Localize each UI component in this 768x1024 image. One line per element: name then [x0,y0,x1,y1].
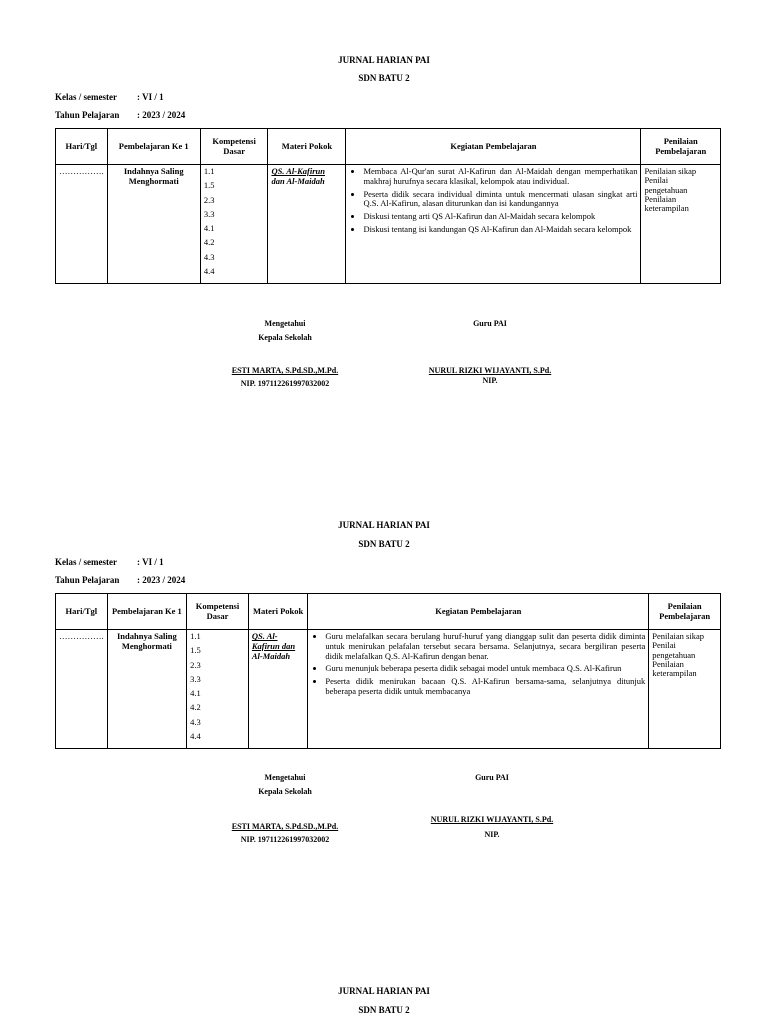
kegiatan-item: • Peserta didik menirukan bacaan Q.S. Al-Kafirun bersama-sama, selanjutnya ditunjuk beberapa peserta didik untuk membacanya [325,677,645,697]
tahun-value: : 2023 / 2024 [137,110,186,120]
kd-item: 3.3 [190,673,201,684]
kepala-sekolah-nip: NIP. 197112261997032002 [240,835,330,844]
kepala-sekolah-name: ESTI MARTA, S.Pd.SD.,M.Pd. [231,366,339,375]
header-hari: Hari/Tgl [56,129,108,165]
kd-item: 4.3 [203,251,215,262]
kd-item: 4.3 [190,716,201,727]
materi-value [268,165,346,284]
kegiatan-list [346,165,641,284]
materi-line-2: Al-Maidah [251,650,291,661]
kelas-label: Kelas / semester [55,92,117,102]
header-pembelajaran: Pembelajaran Ke 1 [107,129,200,165]
kd-list [187,630,249,749]
kepala-sekolah-name: ESTI MARTA, S.Pd.SD.,M.Pd. [231,822,339,831]
header-kegiatan: Kegiatan Pembelajaran [346,129,641,165]
pembelajaran-value: Indahnya Saling Menghormati [107,630,187,749]
mengetahui-label: Mengetahui [264,319,306,328]
tahun-row [55,110,185,120]
kd-item: 4.1 [190,688,201,699]
kegiatan-item: • Membaca Al-Qur'an surat Al-Kafirun dan Al-Maidah dengan memperhatikan makhraj hurufnya secara klasikal, kelompok atau individual. [363,167,637,187]
kegiatan-item: • Guru melafalkan secara berulang huruf-huruf yang dianggap sulit dan peserta didik diminta untuk menirukan pelafalan tersebut secara bersama. Selanjutnya, secara bergiliran peserta didik melafalkan Q.S. Al-Kafirun dengan benar. [325,632,645,661]
mengetahui-label: Mengetahui [264,773,306,782]
journal-title: JURNAL HARIAN PAI [338,986,430,996]
pembelajaran-value: Indahnya Saling Menghormati [107,165,200,284]
kd-item: 1.1 [203,166,215,176]
penilaian-list [649,630,721,749]
tahun-row [55,575,185,585]
journal-table [55,593,721,749]
kd-item: 1.1 [190,631,201,641]
kegiatan-item: • Peserta didik secara individual diminta untuk mencermati ulasan singkat arti Q.S. Al-Kafirun, alasan diturunkan dan isi kandungannya [363,190,637,210]
kd-item: 4.4 [190,731,201,742]
table-row [56,630,721,749]
guru-pai-name: NURUL RIZKI WIJAYANTI, S.Pd. [430,815,554,824]
tahun-label: Tahun Pelajaran [55,575,120,585]
header-kegiatan: Kegiatan Pembelajaran [308,594,649,630]
kd-item: 4.4 [203,266,215,277]
header-kompetensi: Kompetensi Dasar [200,129,268,165]
table-row [56,165,721,284]
guru-pai-nip: NIP. [484,830,500,839]
header-penilaian: Penilaian Pembelajaran [641,129,721,165]
penilaian-item: Penilaian [644,194,677,205]
kepala-sekolah-label: Kepala Sekolah [258,333,312,342]
penilaian-item: pengetahuan [652,649,696,660]
kegiatan-item: • Diskusi tentang arti QS Al-Kafirun dan Al-Maidah secara kelompok [363,212,637,222]
kelas-value: : VI / 1 [137,557,164,567]
penilaian-item: Penilaian [652,659,684,670]
penilaian-item: Penilai [644,175,669,186]
penilaian-item: keterampilan [644,203,689,214]
kepala-sekolah-label: Kepala Sekolah [258,787,312,796]
kd-item: 3.3 [203,208,215,219]
kd-item: 1.5 [190,645,201,656]
penilaian-item: Penilai [652,640,676,651]
header-pembelajaran: Pembelajaran Ke 1 [107,594,187,630]
kegiatan-item: • Guru menunjuk beberapa peserta didik sebagai model untuk membaca Q.S. Al-Kafirun [325,664,645,674]
school-name: SDN BATU 2 [358,73,410,83]
materi-line-1: QS. Al-Kafirun [271,166,325,176]
kd-item: 1.5 [203,180,215,191]
header-materi: Materi Pokok [268,129,346,165]
penilaian-item: keterampilan [652,668,697,679]
penilaian-item: pengetahuan [644,184,688,195]
kd-item: 4.1 [203,223,215,234]
school-name: SDN BATU 2 [358,1005,410,1015]
penilaian-list [641,165,721,284]
penilaian-item: Penilaian sikap [652,631,704,641]
kd-item: 4.2 [190,702,201,713]
school-name: SDN BATU 2 [358,539,410,549]
kd-item: 4.2 [203,237,215,248]
kd-list [200,165,268,284]
materi-line-1: QS. Al-Kafirun dan [251,631,296,651]
guru-pai-label: Guru PAI [473,319,507,328]
materi-value [248,630,307,749]
materi-line-2: dan Al-Maidah [271,175,325,186]
penilaian-item: Penilaian sikap [644,166,697,176]
kd-item: 2.3 [190,659,201,670]
guru-pai-label: Guru PAI [475,773,509,782]
header-hari: Hari/Tgl [56,594,108,630]
hari-value: ……………. [56,630,108,749]
guru-pai-name: NURUL RIZKI WIJAYANTI, S.Pd. [428,366,552,375]
journal-title: JURNAL HARIAN PAI [338,55,430,65]
guru-pai-nip: NIP. [482,376,498,385]
tahun-label: Tahun Pelajaran [55,110,120,120]
header-materi: Materi Pokok [248,594,307,630]
kelas-label: Kelas / semester [55,557,117,567]
header-kompetensi: Kompetensi Dasar [187,594,249,630]
tahun-value: : 2023 / 2024 [137,575,186,585]
kelas-value: : VI / 1 [137,92,164,102]
journal-table [55,128,721,284]
kelas-row [55,92,164,102]
kegiatan-item: • Diskusi tentang isi kandungan QS Al-Kafirun dan Al-Maidah secara kelompok [363,225,637,235]
journal-title: JURNAL HARIAN PAI [338,520,430,530]
kelas-row [55,557,164,567]
kd-item: 2.3 [203,194,215,205]
kepala-sekolah-nip: NIP. 197112261997032002 [240,379,330,388]
hari-value: ……………. [56,165,108,284]
header-penilaian: Penilaian Pembelajaran [649,594,721,630]
kegiatan-list [308,630,649,749]
